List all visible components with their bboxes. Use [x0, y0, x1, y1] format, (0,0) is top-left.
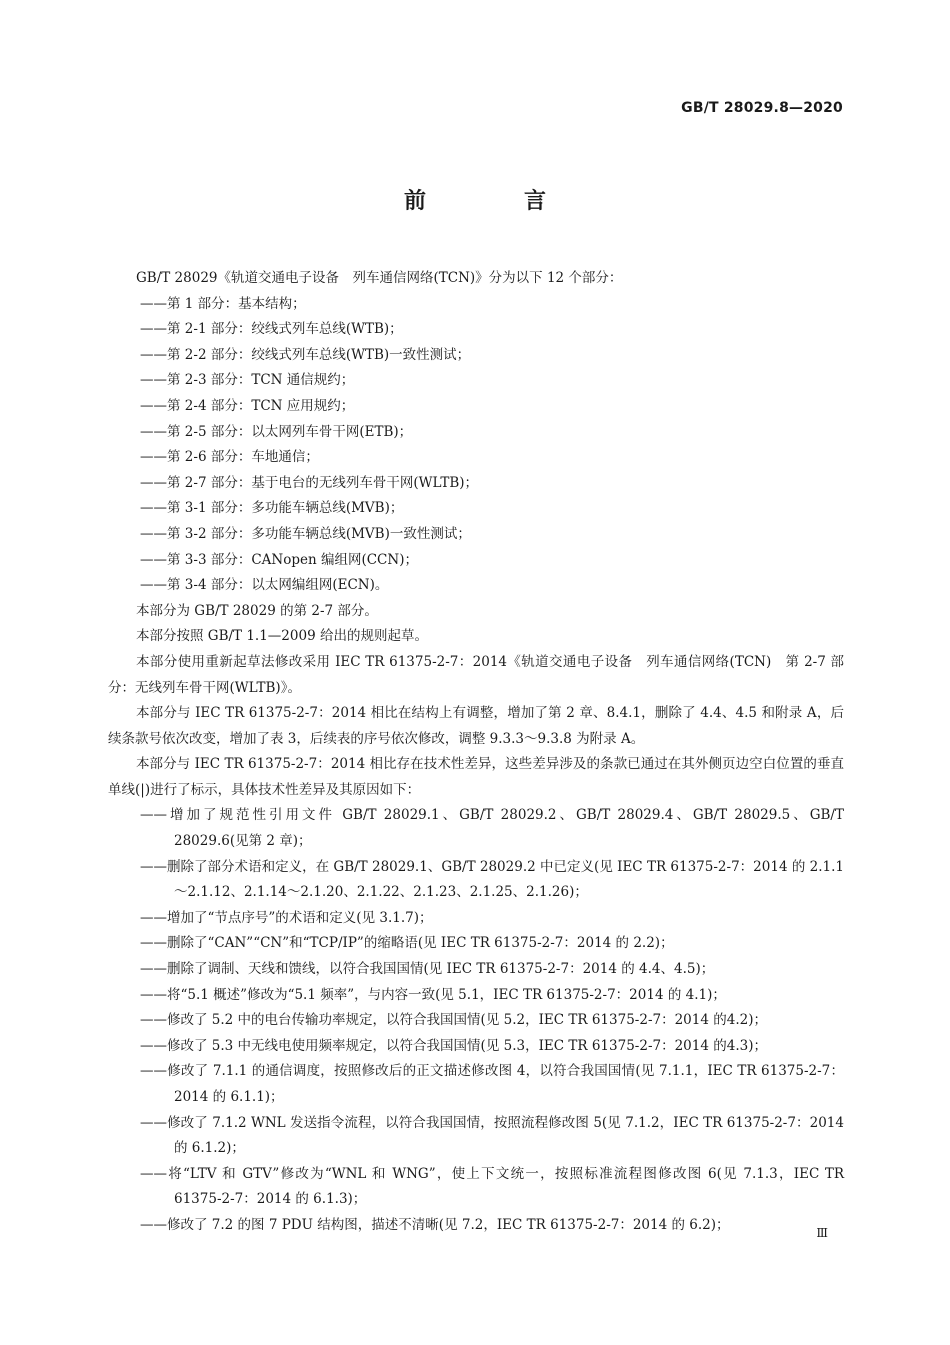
- body-paragraph: 本部分与 IEC TR 61375-2-7：2014 相比存在技术性差异，这些差异涉及的条款已通过在其外侧页边空白位置的垂直单线(|)进行了标示，具体技术性差异及其原因如下：: [108, 756, 844, 798]
- difference-item: ——修改了 7.1.1 的通信调度，按照修改后的正文描述修改图 4，以符合我国国情(见 7.1.1，IEC TR 61375-2-7：2014 的 6.1.1)；: [140, 1063, 844, 1105]
- list-item: ——第 3-2 部分：多功能车辆总线(MVB)一致性测试；: [140, 525, 471, 542]
- list-item: ——第 3-4 部分：以太网编组网(ECN)。: [140, 577, 389, 594]
- intro-paragraph: GB/T 28029《轨道交通电子设备 列车通信网络(TCN)》分为以下 12 个部分：: [136, 270, 623, 286]
- difference-item: ——增加了“节点序号”的术语和定义(见 3.1.7)；: [140, 909, 433, 926]
- difference-item: ——修改了 5.2 中的电台传输功率规定，以符合我国国情(见 5.2，IEC TR 61375-2-7：2014 的4.2)；: [140, 1012, 767, 1029]
- difference-item: ——修改了 7.1.2 WNL 发送指令流程，以符合我国国情，按照流程修改图 5(见 7.1.2，IEC TR 61375-2-7：2014 的 6.1.2)；: [140, 1114, 844, 1157]
- body-paragraph: 本部分与 IEC TR 61375-2-7：2014 相比在结构上有调整，增加了第 2 章、8.4.1，删除了 4.4、4.5 和附录 A，后续条款号依次改变，增加了表 3，后续表的序号依次修改，调整 9.3.3～9.3.8 为附录 A。: [108, 705, 844, 747]
- body-paragraph: 本部分使用重新起草法修改采用 IEC TR 61375-2-7：2014《轨道交通电子设备 列车通信网络(TCN) 第 2-7 部分：无线列车骨干网(WLTB)》。: [108, 653, 844, 696]
- difference-item: ——删除了部分术语和定义，在 GB/T 28029.1、GB/T 28029.2 中已定义(见 IEC TR 61375-2-7：2014 的 2.1.1～2.1.12、2.1.14～2.1.20、2.1.22、2.1.23、2.1.25、2.1.26)；: [140, 858, 844, 901]
- body-paragraph: 本部分为 GB/T 28029 的第 2-7 部分。: [136, 602, 378, 619]
- standard-code: GB/T 28029.8—2020: [681, 100, 843, 116]
- page-number: Ⅲ: [816, 1226, 828, 1240]
- list-item: ——第 1 部分：基本结构；: [140, 295, 306, 312]
- list-item: ——第 2-2 部分：绞线式列车总线(WTB)一致性测试；: [140, 346, 471, 363]
- difference-item: ——修改了 5.3 中无线电使用频率规定，以符合我国国情(见 5.3，IEC TR 61375-2-7：2014 的4.3)；: [140, 1037, 767, 1054]
- difference-item: ——删除了调制、天线和馈线，以符合我国国情(见 IEC TR 61375-2-7：2014 的 4.4、4.5)；: [140, 961, 715, 978]
- list-item: ——第 2-3 部分：TCN 通信规约；: [140, 372, 355, 389]
- difference-item: ——修改了 7.2 的图 7 PDU 结构图，描述不清晰(见 7.2，IEC TR 61375-2-7：2014 的 6.2)；: [140, 1216, 730, 1233]
- list-item: ——第 3-1 部分：多功能车辆总线(MVB)；: [140, 500, 404, 517]
- list-item: ——第 2-6 部分：车地通信；: [140, 449, 319, 466]
- list-item: ——第 2-5 部分：以太网列车骨干网(ETB)；: [140, 423, 413, 440]
- list-item: ——第 2-1 部分：绞线式列车总线(WTB)；: [140, 321, 403, 338]
- list-item: ——第 2-7 部分：基于电台的无线列车骨干网(WLTB)；: [140, 474, 479, 491]
- list-item: ——第 3-3 部分：CANopen 编组网(CCN)；: [140, 551, 418, 568]
- list-item: ——第 2-4 部分：TCN 应用规约；: [140, 397, 355, 414]
- page-title: 前 言: [403, 189, 584, 214]
- difference-item: ——增加了规范性引用文件 GB/T 28029.1、GB/T 28029.2、GB/T 28029.4、GB/T 28029.5、GB/T 28029.6(见第 2 章)；: [140, 807, 844, 850]
- document-body: [108, 266, 844, 1239]
- difference-item: ——删除了“CAN”“CN”和“TCP/IP”的缩略语(见 IEC TR 61375-2-7：2014 的 2.2)；: [140, 935, 674, 952]
- body-paragraph: 本部分按照 GB/T 1.1—2009 给出的规则起草。: [136, 628, 428, 645]
- difference-item: ——将“LTV 和 GTV”修改为“WNL 和 WNG”，使上下文统一，按照标准流程图修改图 6(见 7.1.3，IEC TR 61375-2-7：2014 的 6.1.3)；: [140, 1165, 844, 1208]
- difference-item: ——将“5.1 概述”修改为“5.1 频率”，与内容一致(见 5.1，IEC TR 61375-2-7：2014 的 4.1)；: [140, 986, 726, 1003]
